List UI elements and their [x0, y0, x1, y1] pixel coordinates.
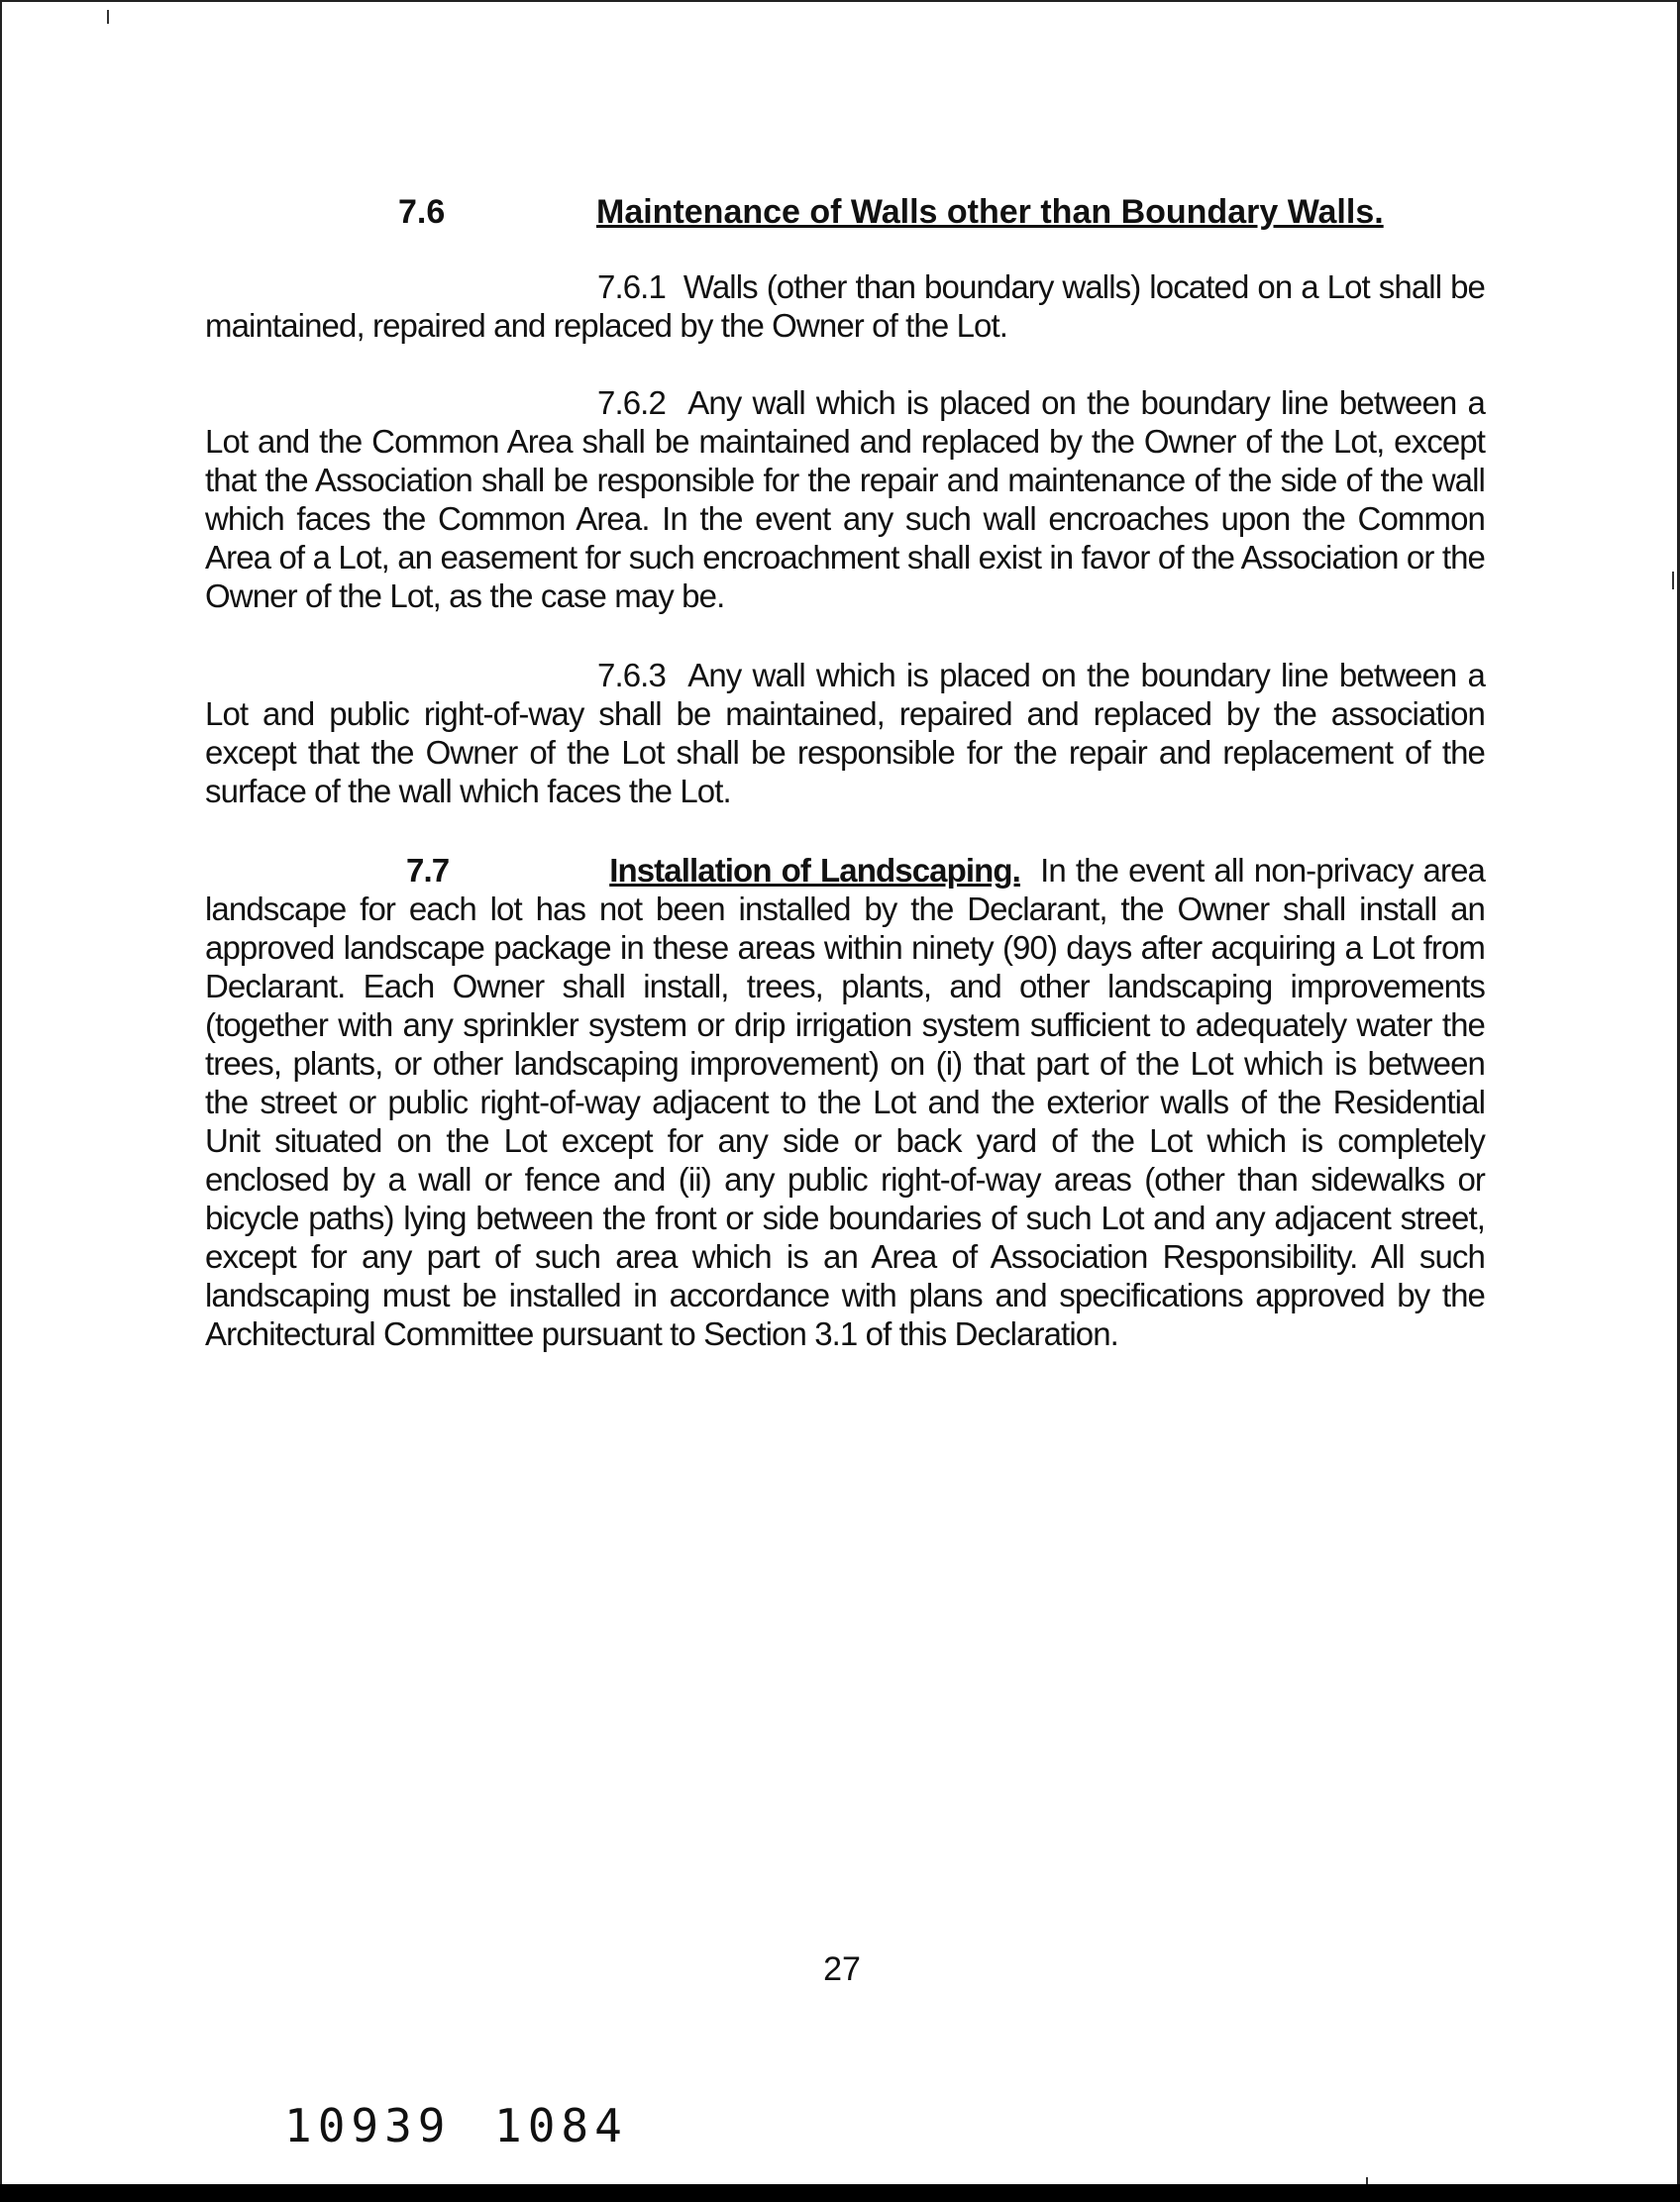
subsection-7-6-1 [205, 267, 1485, 345]
page-number: 27 [823, 1950, 861, 1988]
subsection-text: Any wall which is placed on the boundary line between a Lot and public right-of-way shall be maintained, repaired and replaced by the association except that the Owner of the Lot shall be responsible for the repair and replacement of the surface of the wall which faces the Lot. [205, 657, 1485, 809]
subsection-text: Walls (other than boundary walls) located on a Lot shall be maintained, repaired and replaced by the Owner of the Lot. [205, 268, 1485, 344]
section-7-6-title: Maintenance of Walls other than Boundary Walls. [596, 193, 1384, 231]
subsection-text: Any wall which is placed on the boundary line between a Lot and the Common Area shall be maintained and replaced by the Owner of the Lot, except that the Association shall be responsible for the repair and maintenance of the side of the wall which faces the Common Area. In the event any such wall encroaches upon the Common Area of a Lot, an easement for such encroachment shall exist in favor of the Association or the Owner of the Lot, as the case may be. [205, 384, 1485, 614]
section-7-7-text: In the event all non-privacy area landscape for each lot has not been installed by the Declarant, the Owner shall install an approved landscape package in these areas within ninety (90) days after acquiring a Lot from Declarant. Each Owner shall install, trees, plants, and other landscaping improvements (together with any sprinkler system or drip irrigation system sufficient to adequately water the trees, plants, or other landscaping improvement) on (i) that part of the Lot which is between the street or public right-of-way adjacent to the Lot and the exterior walls of the Residential Unit situated on the Lot except for any side or back yard of the Lot which is completely enclosed by a wall or fence and (ii) any public right-of-way areas (other than sidewalks or bicycle paths) lying between the front or side boundaries of such Lot and any adjacent street, except for any part of such area which is an Area of Association Responsibility. All such landscaping must be installed in accordance with plans and specifications approved by the Architectural Committee pursuant to Section 3.1 of this Declaration. [205, 852, 1485, 1352]
subsection-number: 7.6.1 [597, 268, 666, 305]
subsection-number: 7.6.2 [597, 384, 666, 421]
subsection-7-6-2 [205, 383, 1485, 615]
scan-mark [107, 10, 109, 24]
section-7-7 [205, 851, 1485, 1353]
scan-mark [1672, 572, 1674, 589]
scan-border [0, 2184, 1680, 2202]
section-7-7-title: Installation of Landscaping. [609, 852, 1020, 889]
section-7-6-number: 7.6 [398, 193, 446, 231]
subsection-7-6-3 [205, 656, 1485, 810]
recording-book-number: 10939 [284, 2099, 452, 2152]
subsection-number: 7.6.3 [597, 657, 666, 693]
section-7-7-number: 7.7 [406, 852, 450, 889]
recording-page-number: 1084 [494, 2099, 628, 2152]
